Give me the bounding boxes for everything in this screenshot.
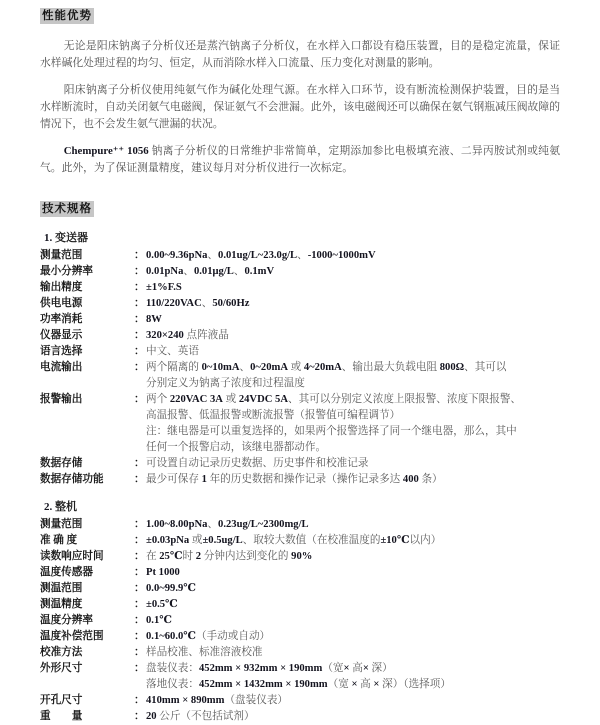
spec-separator: ： (134, 314, 145, 325)
numeric-text: 25℃ (159, 551, 183, 562)
spec-value (146, 280, 560, 296)
spec-value-line: 可设置自动记录历史数据、历史事件和校准记录 (146, 458, 369, 469)
numeric-text: 410mm (146, 695, 180, 706)
numeric-text: × (285, 679, 292, 690)
numeric-text: 0.00~9.36pNa (146, 250, 208, 261)
spec-label: 开孔尺寸 (40, 695, 83, 706)
spec-row (40, 661, 560, 693)
spec-row (40, 613, 560, 629)
spec-value (146, 264, 560, 280)
spec-row (40, 392, 560, 456)
spec-value (146, 360, 560, 392)
spec-row (40, 565, 560, 581)
numeric-text: 220VAC (169, 394, 208, 405)
spec-table (40, 230, 560, 725)
numeric-text: 110/220VAC (146, 298, 202, 309)
numeric-text: 0~10mA (201, 362, 240, 373)
spec-subsection-title: 2. 整机 (44, 501, 77, 513)
spec-separator: ： (134, 567, 145, 578)
numeric-text: ±0.5℃ (146, 599, 178, 610)
spec-value-line: 落地仪表：452mm × 1432mm × 190mm（宽 × 高 × 深）（选择项） (146, 679, 451, 690)
spec-label: 供电电源 (40, 298, 83, 309)
spec-value-line (146, 581, 560, 597)
spec-separator: ： (134, 250, 145, 261)
intro-paragraph-1: 无论是阳床钠离子分析仪还是蒸汽钠离子分析仪，在水样入口都设有稳压装置，目的是稳定流量，保证水样碱化处理过程的均匀、恒定，从而消除水样入口流量、压力变化对测量的影响。 (40, 40, 560, 69)
spec-value-line: 中文、英语 (146, 346, 199, 357)
spec-value (146, 613, 560, 629)
spec-row (40, 312, 560, 328)
spec-separator: ： (134, 711, 145, 722)
numeric-text: 0.23ug/L~2300mg/L (218, 519, 309, 530)
spec-separator: ： (134, 695, 145, 706)
spec-value (146, 693, 560, 709)
spec-value (146, 328, 560, 344)
spec-value-line: 320×240 点阵液晶 (146, 330, 229, 341)
spec-value-line: 110/220VAC、50/60Hz (146, 298, 250, 309)
spec-value-line: 分别定义为钠离子浓度和过程温度 (146, 378, 305, 389)
spec-value-line: 高温报警、低温报警或断流报警（报警值可编程调节） (146, 410, 401, 421)
spec-label: 准 确 度 (40, 535, 78, 546)
spec-value-line: 20 公斤（不包括试剂） (146, 711, 255, 722)
spec-label: 测温范围 (40, 583, 83, 594)
spec-separator: ： (134, 615, 145, 626)
spec-row (40, 549, 560, 565)
spec-value-line: 1.00~8.00pNa、0.23ug/L~2300mg/L (146, 519, 309, 530)
spec-separator: ： (134, 330, 145, 341)
spec-separator: ： (134, 519, 145, 530)
spec-row (40, 629, 560, 645)
spec-value (146, 392, 560, 456)
spec-row (40, 472, 560, 488)
numeric-text: × (182, 695, 189, 706)
spec-separator: ： (134, 458, 145, 469)
specs-heading-row (40, 199, 560, 217)
spec-separator: ： (134, 394, 145, 405)
numeric-text: 2 (195, 551, 202, 562)
spec-separator: ： (134, 647, 145, 658)
numeric-text: 0.1~60.0℃ (146, 631, 196, 642)
spec-label: 功率消耗 (40, 314, 83, 325)
spec-separator: ： (134, 551, 145, 562)
numeric-text: 1. (44, 232, 53, 244)
spec-separator: ： (134, 298, 145, 309)
spec-value-line: 0.00~9.36pNa、0.01ug/L~23.0g/L、-1000~1000mV (146, 250, 376, 261)
spec-separator: ： (134, 346, 145, 357)
spec-value-line: ±0.03pNa 或±0.5ug/L、取较大数值（在校准温度的±10℃以内） (146, 535, 442, 546)
spec-separator: ： (134, 631, 145, 642)
spec-separator: ： (134, 282, 145, 293)
spec-separator: ： (134, 266, 145, 277)
spec-separator: ： (134, 362, 145, 373)
spec-value (146, 533, 560, 549)
intro-paragraph-3: Chempure⁺⁺ 1056 钠离子分析仪的日常维护非常简单，定期添加参比电极填充液、二异丙胺试剂或纯氨气。此外，为了保证测量精度，建议每月对分析仪进行一次标定。 (40, 145, 560, 174)
numeric-text: ±10℃ (380, 535, 410, 546)
spec-label: 仪器显示 (40, 330, 83, 341)
spec-row (40, 280, 560, 296)
numeric-text: -1000~1000mV (307, 250, 376, 261)
spec-label: 校准方法 (40, 647, 83, 658)
spec-row (40, 360, 560, 392)
spec-value-line (146, 280, 560, 296)
spec-label: 数据存储 (40, 458, 83, 469)
numeric-text: 0.1mV (244, 266, 275, 277)
spec-value-line: 0.1~60.0℃（手动或自动） (146, 631, 271, 642)
numeric-text: ±1%F.S (146, 282, 182, 293)
spec-value (146, 296, 560, 312)
spec-value-line: 最少可保存 1 年的历史数据和操作记录（操作记录多达 400 条） (146, 474, 443, 485)
numeric-text: 400 (402, 474, 419, 485)
spec-label: 电流输出 (40, 362, 83, 373)
spec-value (146, 456, 560, 472)
spec-separator: ： (134, 583, 145, 594)
spec-value-line: 盘装仪表：452mm × 932mm × 190mm（宽× 高× 深） (146, 663, 393, 674)
numeric-text: 190mm (294, 679, 328, 690)
numeric-text: 4~20mA (303, 362, 342, 373)
numeric-text: 1.00~8.00pNa (146, 519, 208, 530)
spec-value (146, 344, 560, 360)
spec-subsection-title: 1. 变送器 (44, 232, 88, 244)
spec-label: 测量范围 (40, 250, 83, 261)
spec-row (40, 264, 560, 280)
numeric-text: × (373, 679, 380, 690)
numeric-text: 890mm (190, 695, 225, 706)
numeric-text: ±0.5ug/L (202, 535, 243, 546)
spec-value (146, 629, 560, 645)
spec-separator: ： (134, 474, 145, 485)
spec-separator: ： (134, 535, 145, 546)
numeric-text: × (280, 663, 287, 674)
numeric-text: 190mm (288, 663, 323, 674)
spec-label: 温度补偿范围 (40, 631, 104, 642)
spec-value-line: 两个隔离的 0~10mA、0~20mA 或 4~20mA、输出最大负载电阻 800Ω、其可以 (146, 362, 507, 373)
spec-value (146, 472, 560, 488)
numeric-text: × (351, 679, 358, 690)
numeric-text: × (235, 679, 242, 690)
spec-value (146, 549, 560, 565)
numeric-text: 800Ω (439, 362, 465, 373)
spec-label: 读数响应时间 (40, 551, 104, 562)
numeric-text: 1432mm (243, 679, 283, 690)
numeric-text: 1056 (127, 145, 149, 157)
numeric-text: 20 (146, 711, 157, 722)
spec-separator: ： (134, 663, 145, 674)
spec-label: 最小分辨率 (40, 266, 93, 277)
spec-row (40, 517, 560, 533)
spec-label: 测量范围 (40, 519, 83, 530)
spec-value-line (146, 312, 560, 328)
numeric-text: 452mm (198, 679, 233, 690)
intro-paragraph-2: 阳床钠离子分析仪使用纯氨气作为碱化处理气源。在水样入口环节，设有断流检测保护装置，目的是当水样断流时，自动关闭氨气电磁阀，保证氨气不会泄漏。此外，该电磁阀还可以确保在氨气钢瓶减压阀故障的情况下，也不会发生氨气泄漏的状况。 (40, 84, 560, 130)
spec-value (146, 565, 560, 581)
spec-separator: ： (134, 599, 145, 610)
numeric-text: × (235, 663, 242, 674)
numeric-text: 8W (146, 314, 162, 325)
spec-value-line: 0.01pNa、0.01μg/L、0.1mV (146, 266, 275, 277)
spec-row (40, 533, 560, 549)
numeric-text: 24VDC (238, 394, 273, 405)
numeric-text: 0.01μg/L (193, 266, 234, 277)
spec-label: 温度传感器 (40, 567, 93, 578)
spec-value (146, 645, 560, 661)
spec-row (40, 709, 560, 725)
spec-label: 数据存储功能 (40, 474, 104, 485)
spec-row (40, 344, 560, 360)
spec-value-line: 注：继电器是可以重复选择的，如果两个报警选择了同一个继电器，那么，其中 (146, 426, 517, 437)
spec-value (146, 312, 560, 328)
numeric-text: 5A (275, 394, 288, 405)
numeric-text: 3A (209, 394, 223, 405)
numeric-text: 50/60Hz (212, 298, 250, 309)
spec-row (40, 456, 560, 472)
numeric-text: 90% (291, 551, 313, 562)
spec-label: 语言选择 (40, 346, 83, 357)
performance-section-heading: 性能优势 (42, 10, 92, 22)
spec-value (146, 709, 560, 725)
spec-value (146, 597, 560, 613)
numeric-text: 0.0~99.9℃ (146, 583, 196, 594)
spec-value-line (146, 597, 560, 613)
numeric-text: × (362, 663, 369, 674)
numeric-text: ±0.03pNa (146, 535, 190, 546)
numeric-text: 0.1℃ (146, 615, 172, 626)
spec-row (40, 296, 560, 312)
spec-label: 测温精度 (40, 599, 83, 610)
numeric-text: Chempure⁺⁺ (63, 145, 125, 157)
spec-row (40, 645, 560, 661)
spec-value-line (146, 613, 560, 629)
spec-row (40, 581, 560, 597)
spec-value-line: 410mm × 890mm（盘装仪表） (146, 695, 289, 706)
numeric-text: 2. (44, 501, 53, 513)
spec-value-line (146, 565, 560, 581)
spec-value (146, 581, 560, 597)
spec-label: 外形尺寸 (40, 663, 83, 674)
spec-value-line: 在 25℃时 2 分钟内达到变化的 90% (146, 551, 313, 562)
spec-value-line: 样品校准、标准溶液校准 (146, 647, 263, 658)
spec-value (146, 517, 560, 533)
numeric-text: 0.01pNa (146, 266, 184, 277)
specs-section-heading: 技术规格 (42, 203, 92, 215)
spec-value (146, 661, 560, 693)
spec-value-line: 任何一个报警启动，该继电器都动作。 (146, 442, 327, 453)
numeric-text: 0~20mA (250, 362, 288, 373)
numeric-text: × (343, 663, 350, 674)
spec-value (146, 248, 560, 264)
numeric-text: 452mm (198, 663, 233, 674)
numeric-text: 0.01ug/L~23.0g/L (218, 250, 298, 261)
spec-row (40, 328, 560, 344)
spec-row (40, 597, 560, 613)
spec-value-line: 两个 220VAC 3A 或 24VDC 5A、其可以分别定义浓度上限报警、浓度下限报警、 (146, 394, 522, 405)
numeric-text: 1 (201, 474, 207, 485)
spec-label: 重 量 (40, 711, 83, 722)
spec-label: 输出精度 (40, 282, 83, 293)
numeric-text: Pt (146, 567, 156, 578)
spec-row (40, 693, 560, 709)
spec-row (40, 248, 560, 264)
numeric-text: 932mm (243, 663, 278, 674)
spec-label: 温度分辨率 (40, 615, 93, 626)
spec-label: 报警输出 (40, 394, 83, 405)
numeric-text: 320×240 (146, 330, 184, 341)
numeric-text: 1000 (158, 567, 180, 578)
